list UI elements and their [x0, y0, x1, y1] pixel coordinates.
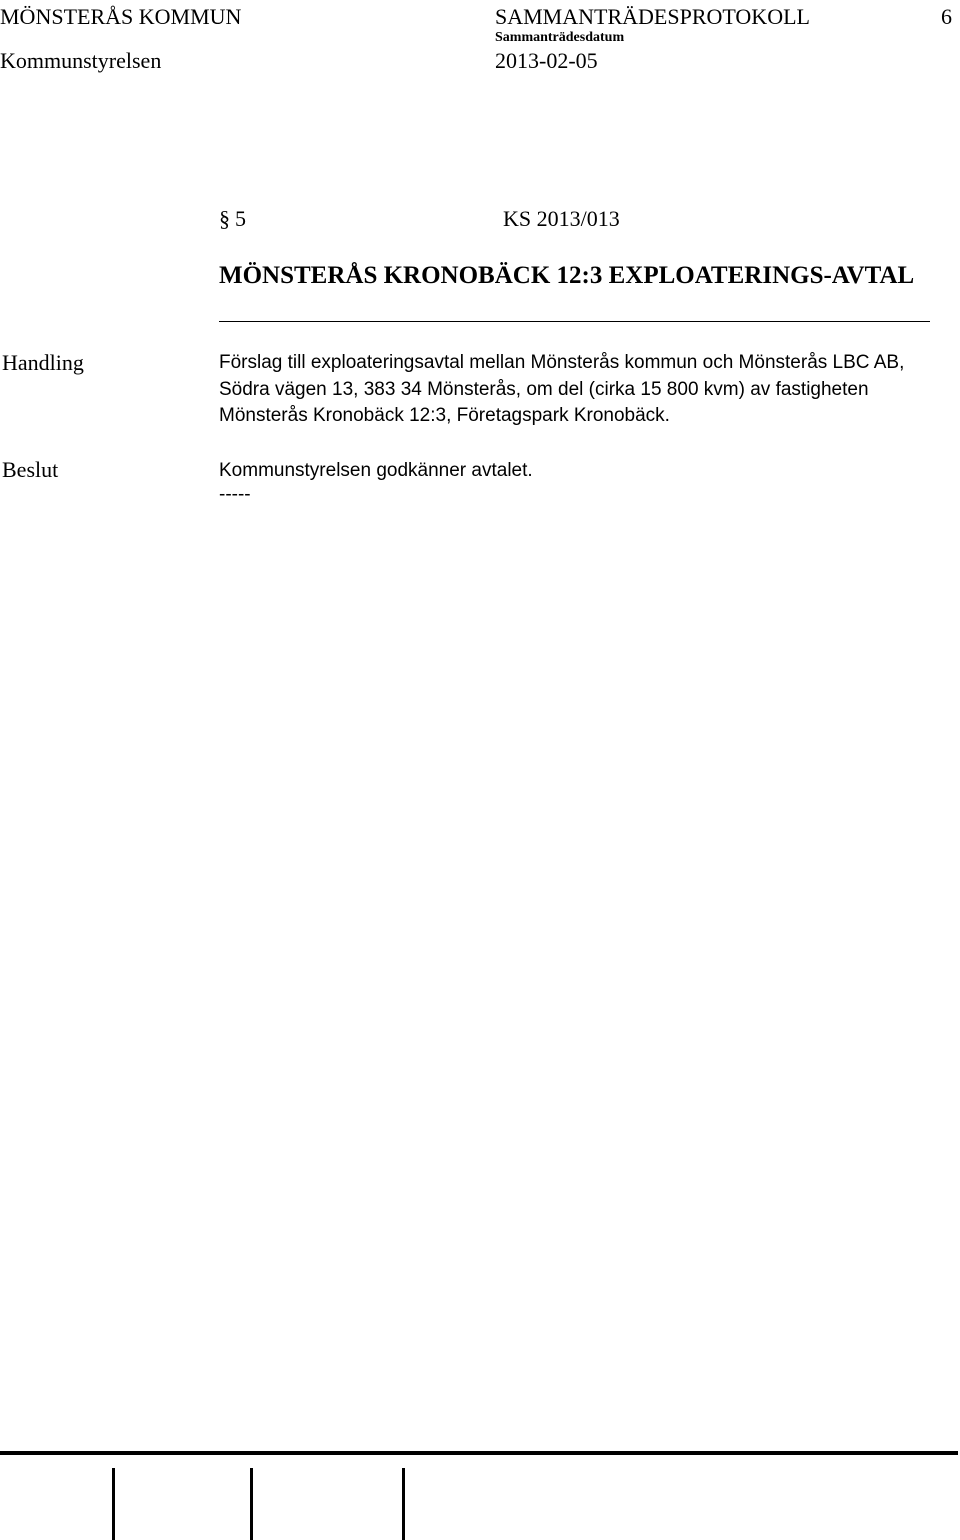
end-marker: ----- [219, 484, 251, 505]
case-number: KS 2013/013 [503, 206, 620, 231]
signature-box-top-rule [0, 1451, 958, 1455]
municipality-name: MÖNSTERÅS KOMMUN [0, 4, 242, 29]
page-number: 6 [941, 4, 952, 29]
section-title: MÖNSTERÅS KRONOBÄCK 12:3 EXPLOATERINGS-AVTAL [219, 262, 915, 289]
signature-box-divider [250, 1468, 253, 1540]
title-divider [219, 321, 930, 322]
beslut-label: Beslut [2, 457, 59, 482]
document-type: SAMMANTRÄDESPROTOKOLL [495, 4, 810, 29]
signature-box-divider [402, 1468, 405, 1540]
handling-label: Handling [2, 350, 84, 375]
paragraph-number: 5 [235, 206, 246, 231]
meeting-date-label: Sammanträdesdatum [495, 30, 625, 45]
beslut-text: Kommunstyrelsen godkänner avtalet. [219, 460, 533, 481]
board-name: Kommunstyrelsen [0, 48, 162, 73]
signature-box-divider [112, 1468, 115, 1540]
handling-text: Förslag till exploateringsavtal mellan Mönsterås kommun och Mönsterås LBC AB, Södra vägen 13, 383 34 Mönsterås, om del (cirka 15 800 kvm) av fastigheten Mönsterås Kronobäck 12:3, Företagspark Kronobäck. [219, 352, 905, 426]
paragraph-sign: § [219, 206, 230, 231]
meeting-date: 2013-02-05 [495, 48, 598, 73]
